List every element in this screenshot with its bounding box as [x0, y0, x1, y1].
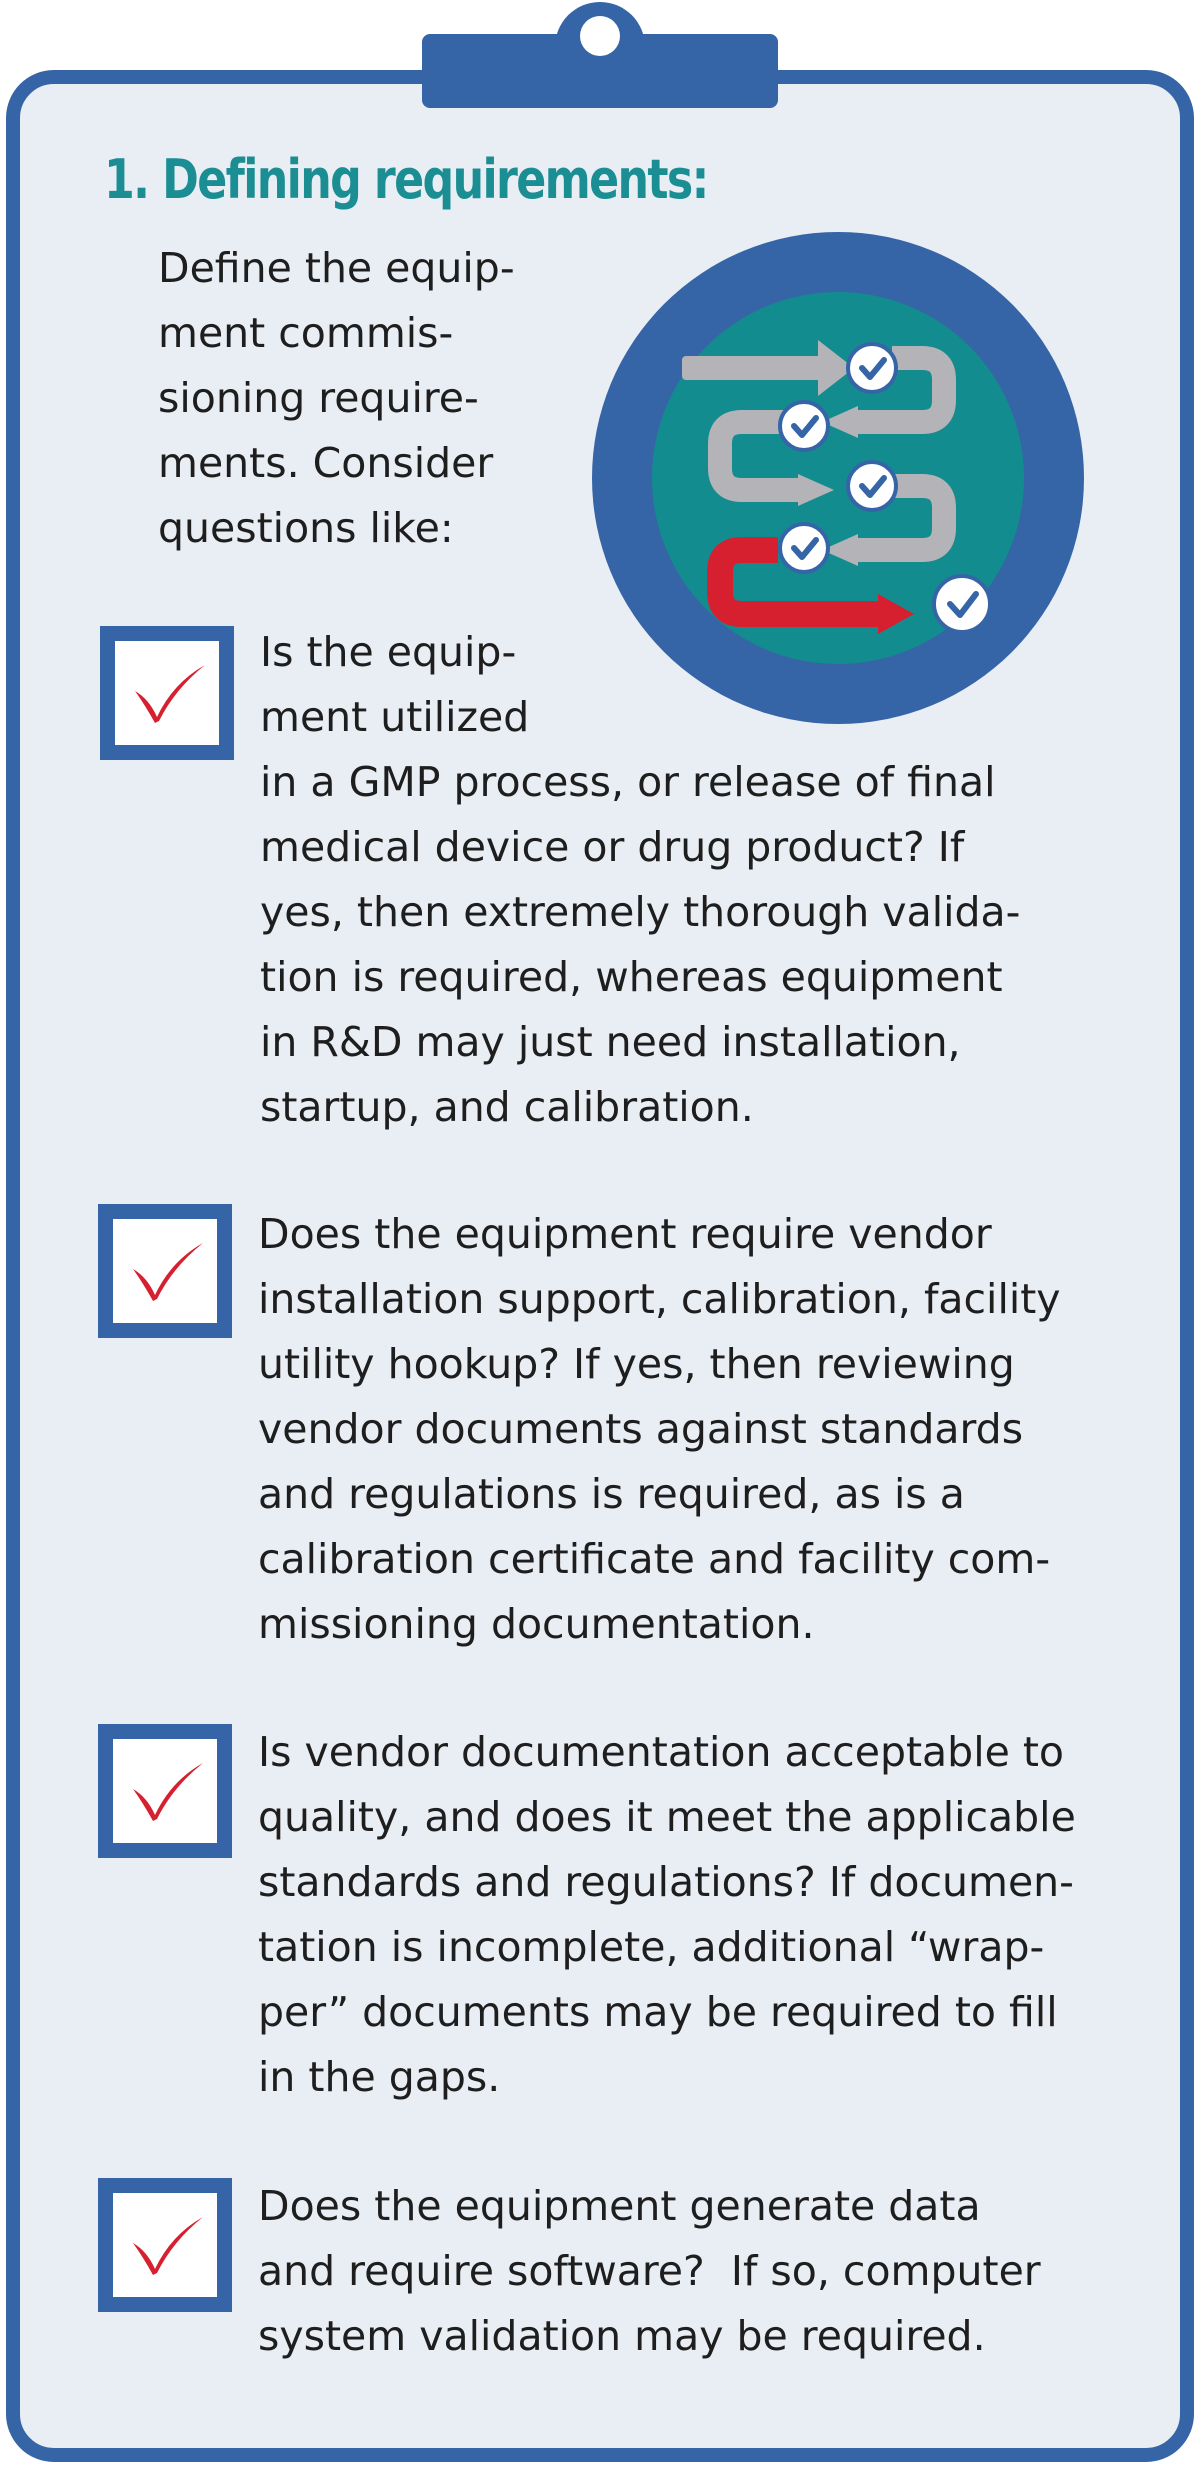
checkmark-icon: [113, 2193, 217, 2297]
clip-hole: [580, 16, 620, 56]
checkmark-icon: [113, 1219, 217, 1323]
checklist-item-text: Does the equipment require vendor installation support, calibration, facility utility hookup? If yes, then reviewing vendor documents against standards and regulations is required, as is a calibration certificate and facility com- missioning documentation.: [258, 1210, 1061, 1648]
section-heading: 1. Defining requirements:: [104, 148, 708, 211]
checked-box-icon[interactable]: [98, 2178, 232, 2312]
checklist-item-text: Is vendor documentation acceptable to quality, and does it meet the applicable standards and regulations? If documen- tation is incomplete, additional “wrap- per” documents may be required to fill in the gaps.: [258, 1728, 1076, 2101]
checked-box-icon[interactable]: [98, 1204, 232, 1338]
checklist-item-text: Is the equip- ment utilized in a GMP process, or release of final medical device or drug product? If yes, then extremely thorough valida- tion is required, whereas equipment in R&D may just need installation, startup, and calibration.: [260, 628, 1021, 1131]
intro-text: Define the equip- ment commis- sioning require- ments. Consider questions like:: [158, 244, 515, 552]
checkmark-icon: [113, 1739, 217, 1843]
checked-box-icon[interactable]: [98, 1724, 232, 1858]
checked-box-icon[interactable]: [100, 626, 234, 760]
checkmark-icon: [115, 641, 219, 745]
checklist-item-text: Does the equipment generate data and require software? If so, computer system validation may be required.: [258, 2182, 1041, 2360]
